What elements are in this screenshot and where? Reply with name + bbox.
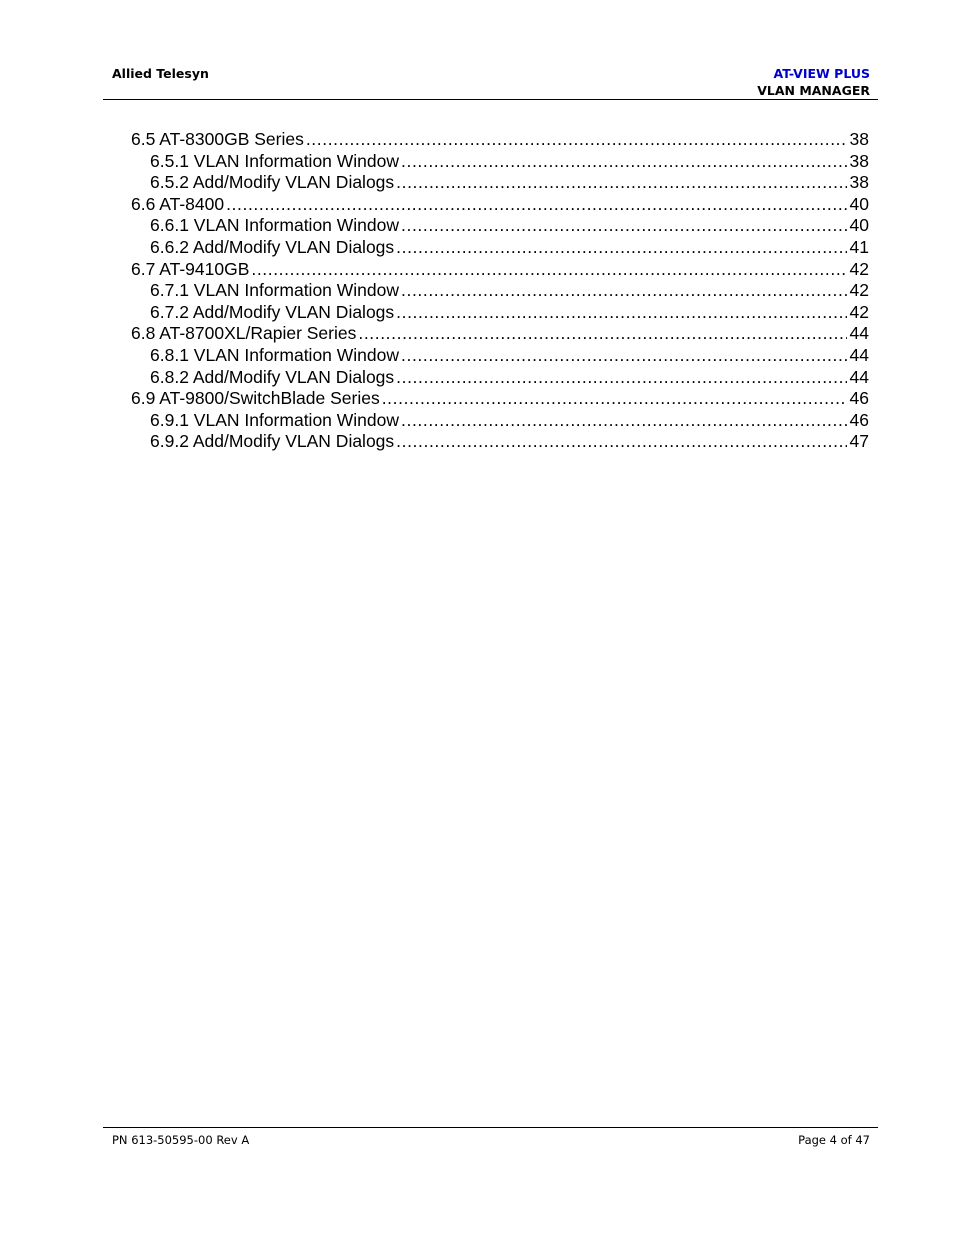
toc-entry-title: 6.7.2 Add/Modify VLAN Dialogs bbox=[150, 301, 395, 322]
toc-entry-6-8-1[interactable] bbox=[131, 345, 869, 367]
toc-entry-6-6-1[interactable] bbox=[131, 215, 869, 237]
toc-leader-dots bbox=[251, 259, 846, 281]
toc-leader-dots bbox=[401, 151, 847, 173]
toc-entry-6-5-2[interactable] bbox=[131, 172, 869, 194]
toc-entry-page: 46 bbox=[849, 388, 869, 409]
toc-leader-dots bbox=[396, 237, 846, 259]
toc-entry-title: 6.9 AT-9800/SwitchBlade Series bbox=[131, 388, 380, 409]
toc-leader-dots bbox=[401, 345, 847, 367]
toc-entry-6-9-1[interactable] bbox=[131, 410, 869, 432]
toc-entry-6-6[interactable] bbox=[131, 194, 869, 216]
toc-entry-title: 6.8.1 VLAN Information Window bbox=[150, 344, 400, 365]
toc-entry-title: 6.8 AT-8700XL/Rapier Series bbox=[131, 323, 357, 344]
toc-entry-title: 6.6.2 Add/Modify VLAN Dialogs bbox=[150, 236, 395, 257]
toc-entry-page: 38 bbox=[849, 150, 869, 171]
toc-entry-6-5[interactable] bbox=[131, 129, 869, 151]
toc-entry-title: 6.6.1 VLAN Information Window bbox=[150, 215, 400, 236]
toc-entry-6-8-2[interactable] bbox=[131, 367, 869, 389]
toc-entry-page: 42 bbox=[849, 258, 869, 279]
toc-entry-6-6-2[interactable] bbox=[131, 237, 869, 259]
toc-entry-page: 44 bbox=[849, 323, 869, 344]
toc-leader-dots bbox=[358, 323, 846, 345]
toc-entry-6-9-2[interactable] bbox=[131, 431, 869, 453]
part-number: PN 613-50595-00 Rev A bbox=[112, 1133, 250, 1147]
toc-entry-title: 6.9.2 Add/Modify VLAN Dialogs bbox=[150, 431, 395, 452]
toc-entry-title: 6.7.1 VLAN Information Window bbox=[150, 280, 400, 301]
toc-entry-6-7-1[interactable] bbox=[131, 280, 869, 302]
toc-entry-title: 6.5 AT-8300GB Series bbox=[131, 129, 304, 149]
toc-leader-dots bbox=[306, 129, 847, 151]
toc-entry-6-7[interactable] bbox=[131, 259, 869, 281]
toc-entry-6-9[interactable] bbox=[131, 388, 869, 410]
toc-leader-dots bbox=[396, 431, 846, 453]
toc-leader-dots bbox=[401, 280, 847, 302]
toc-leader-dots bbox=[401, 215, 847, 237]
toc-entry-page: 41 bbox=[849, 236, 869, 257]
toc-entry-page: 47 bbox=[849, 431, 869, 452]
page-number: Page 4 of 47 bbox=[798, 1133, 870, 1147]
page-header bbox=[103, 64, 878, 100]
toc-entry-page: 40 bbox=[849, 193, 869, 214]
toc-entry-page: 42 bbox=[849, 301, 869, 322]
table-of-contents bbox=[131, 129, 869, 453]
toc-leader-dots bbox=[396, 367, 846, 389]
toc-entry-page: 44 bbox=[849, 366, 869, 387]
toc-entry-page: 46 bbox=[849, 409, 869, 430]
toc-entry-page: 38 bbox=[849, 129, 869, 149]
toc-entry-title: 6.5.1 VLAN Information Window bbox=[150, 150, 400, 171]
toc-leader-dots bbox=[396, 172, 846, 194]
company-name: Allied Telesyn bbox=[112, 66, 209, 81]
toc-entry-6-7-2[interactable] bbox=[131, 302, 869, 324]
toc-entry-page: 44 bbox=[849, 344, 869, 365]
toc-entry-title: 6.9.1 VLAN Information Window bbox=[150, 409, 400, 430]
toc-entry-6-5-1[interactable] bbox=[131, 151, 869, 173]
toc-entry-title: 6.7 AT-9410GB bbox=[131, 258, 250, 279]
module-title: VLAN MANAGER bbox=[757, 83, 870, 98]
toc-leader-dots bbox=[396, 302, 846, 324]
toc-leader-dots bbox=[226, 194, 846, 216]
toc-entry-page: 38 bbox=[849, 172, 869, 193]
toc-entry-page: 40 bbox=[849, 215, 869, 236]
toc-leader-dots bbox=[401, 410, 847, 432]
product-title: AT-VIEW PLUS bbox=[773, 66, 870, 81]
toc-entry-title: 6.8.2 Add/Modify VLAN Dialogs bbox=[150, 366, 395, 387]
page-footer bbox=[103, 1127, 878, 1147]
toc-entry-6-8[interactable] bbox=[131, 323, 869, 345]
toc-leader-dots bbox=[382, 388, 847, 410]
toc-entry-page: 42 bbox=[849, 280, 869, 301]
toc-entry-title: 6.5.2 Add/Modify VLAN Dialogs bbox=[150, 172, 395, 193]
toc-entry-title: 6.6 AT-8400 bbox=[131, 193, 225, 214]
